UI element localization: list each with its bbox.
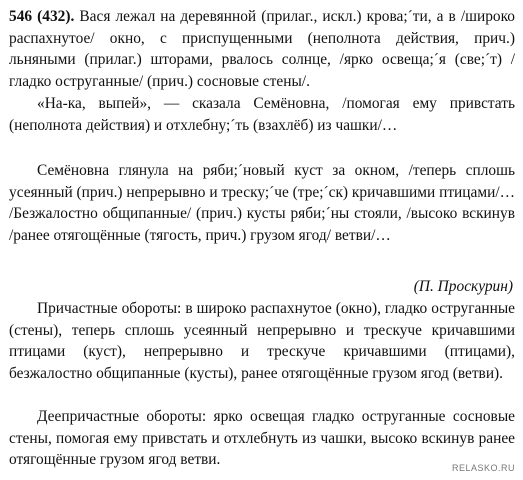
author-credit: (П. Проскурин)	[413, 278, 513, 295]
adverbial-participle-answer: Деепричастные обороты: ярко освещая гладко оструганные сосновые стены, помогая ему привстать и отхлебнуть из чашки, высоко вскинув ранее отягощённые грузом ягод ветви.	[9, 408, 515, 469]
exercise-number: 546 (432).	[9, 8, 75, 25]
watermark: RELASKO.RU	[451, 463, 515, 473]
participial-phrases-answer: Причастные обороты: в широко распахнутое (окно), гладко оструганные (стены), теперь сплошь усеянный непрерывно и трескуче кричавшими птицами (куст), непрерывно и трескуче кричавшими (птицами), безжалостно общипанные (кусты), ранее отягощённые грузом ягод (ветви).	[9, 300, 515, 382]
exercise-text-1: Вася лежал на деревянной (прилаг., искл.) крова;´ти, а в /широко распахнутое/ окно, с приспущенными (неполнота действия, прич.) льняными (прилаг.) шторами, рвалось солнце, /ярко освеща;´я (све;´т) /гладко оструганные/ (прич.) сосновые стены/.	[9, 8, 515, 90]
exercise-paragraph-2: «На-ка, выпей», — сказала Семёновна, /помогая ему привстать (неполнота действия) и отхлебну;´ть (взахлёб) из чашки/…	[9, 95, 515, 134]
exercise-paragraph-3: Семёновна глянула на ряби;´новый куст за окном, /теперь сплошь усеянный (прич.) непрерывно и треску;´че (тре;´ск) кричавшими птицами/… /Безжалостно общипанные/ (прич.) кусты ряби;´ны стояли, /высоко вскинув /ранее отягощённые (тягость, прич.) грузом ягод/ ветви/…	[9, 162, 515, 244]
exercise-paragraph-1	[9, 6, 515, 92]
